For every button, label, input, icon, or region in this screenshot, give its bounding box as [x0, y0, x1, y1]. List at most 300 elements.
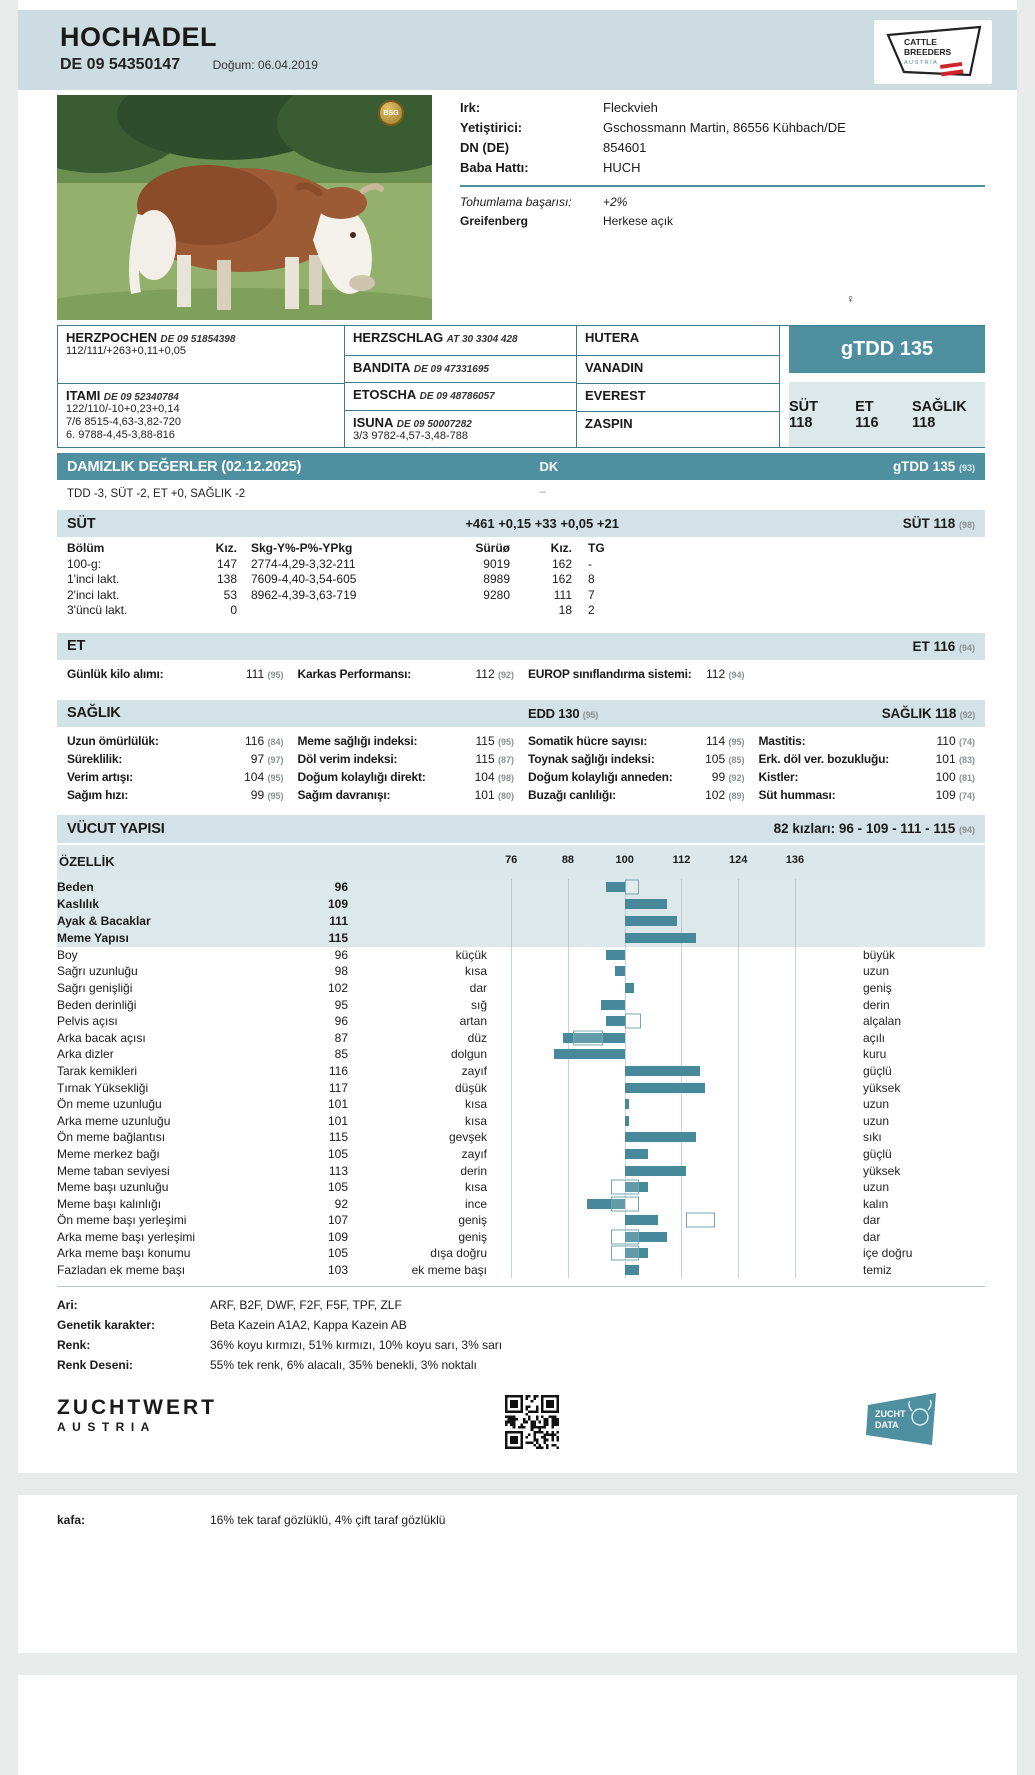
metric-value	[251, 787, 284, 805]
metric-item	[759, 769, 976, 787]
gridline	[568, 1162, 569, 1179]
metric-number: 115	[475, 733, 495, 748]
metric-item	[759, 751, 976, 769]
trait-value: 96	[334, 947, 348, 962]
trait-value: 105	[327, 1246, 348, 1261]
genetics-value: ARF, B2F, DWF, F2F, F5F, TPF, ZLF	[210, 1298, 402, 1313]
metric-label: Kistler:	[758, 769, 799, 784]
gridline	[568, 930, 569, 947]
gridline	[738, 896, 739, 913]
gridline	[511, 913, 512, 930]
metric-label: Somatik hücre sayısı:	[528, 733, 648, 748]
trait-high-descriptor: dar	[863, 1213, 881, 1228]
milk-cell	[415, 603, 510, 619]
gridline	[681, 1179, 682, 1196]
bsg-badge	[378, 100, 404, 126]
metric-number: 101	[935, 751, 956, 766]
trait-value: 85	[334, 1047, 348, 1062]
genetics-label: Renk:	[57, 1338, 91, 1353]
gridline	[568, 1262, 569, 1279]
info-label: Irk:	[460, 100, 481, 115]
trait-bar-cell	[497, 1112, 847, 1129]
trait-bar	[625, 933, 696, 943]
info-label: DN (DE)	[460, 140, 510, 155]
metric-value	[937, 733, 976, 751]
health-metrics	[57, 727, 985, 815]
metric-label: Doğum kolaylığı direkt:	[297, 769, 426, 784]
gridline	[568, 1063, 569, 1080]
metric-reliability: (95)	[497, 736, 514, 747]
trait-label: Arka bacak açısı	[57, 1030, 146, 1045]
metric-reliability: (83)	[958, 754, 975, 765]
milk-cell: 111	[553, 587, 572, 602]
svg-text:AUSTRIA: AUSTRIA	[904, 60, 939, 66]
gridline	[795, 1112, 796, 1129]
info-row	[460, 118, 985, 138]
trait-row	[57, 1262, 985, 1279]
trait-header-row	[57, 845, 985, 879]
metric-label: Verim artışı:	[67, 769, 134, 784]
trait-value: 115	[328, 931, 348, 945]
dam-figures	[66, 403, 336, 442]
trait-bar-cell	[497, 879, 847, 896]
info-divider	[460, 185, 985, 187]
trait-high-descriptor: uzun	[863, 1180, 890, 1195]
beef-metrics	[57, 660, 985, 700]
gridline	[568, 1079, 569, 1096]
trait-bar	[625, 1099, 630, 1109]
trait-label: Arka dizler	[57, 1047, 114, 1062]
svg-text:ZUCHT: ZUCHT	[875, 1409, 906, 1420]
gridline	[681, 1229, 682, 1246]
cattle-breeders-logo-icon	[878, 23, 988, 81]
dam-figures-line: 122/110/-10+0,23+0,14	[66, 403, 180, 415]
gridline	[681, 1195, 682, 1212]
gridline	[681, 996, 682, 1013]
gridline	[738, 930, 739, 947]
metric-value	[706, 733, 745, 751]
metric-reliability: (87)	[497, 754, 514, 765]
trait-label: Beden	[57, 880, 94, 894]
genetics-label: Genetik karakter:	[57, 1318, 156, 1333]
milk-cell: 53	[223, 587, 237, 602]
metric-number: 99	[711, 769, 726, 784]
gridline	[511, 879, 512, 896]
breeding-values-title: DAMIZLIK DEĞERLER (02.12.2025)	[67, 458, 302, 475]
trait-label: Meme merkez bağı	[57, 1146, 160, 1161]
milk-cell: 2'inci lakt.	[67, 587, 120, 602]
gridline	[681, 947, 682, 964]
metric-number: 114	[706, 733, 726, 748]
trait-label: Ayak & Bacaklar	[57, 914, 151, 928]
gridline	[568, 879, 569, 896]
scale-tick-label: 112	[672, 853, 691, 866]
gridline	[795, 947, 796, 964]
metric-value	[706, 666, 745, 684]
gridline	[511, 947, 512, 964]
metric-reliability: (84)	[267, 736, 284, 747]
trait-bar	[625, 1083, 705, 1093]
info-subrow	[460, 212, 985, 231]
metric-reliability: (81)	[958, 772, 975, 783]
health-title: SAĞLIK	[67, 705, 121, 721]
metric-number: 105	[705, 751, 726, 766]
metric-label: Sağım davranışı:	[297, 787, 391, 802]
trait-value: 96	[334, 880, 348, 894]
kafa-card	[18, 1495, 1017, 1653]
milk-cell: 8962-4,39-3,63-719	[251, 587, 357, 602]
trait-hollow-marker	[611, 1196, 639, 1211]
trait-row	[57, 1063, 985, 1080]
genetics-value: 36% koyu kırmızı, 51% kırmızı, 10% koyu sarı, 3% sarı	[210, 1338, 503, 1353]
trait-column-header: ÖZELLİK	[59, 854, 115, 869]
trait-bar-cell	[497, 1195, 847, 1212]
metric-label: Döl verim indeksi:	[297, 751, 398, 766]
trait-scale	[497, 845, 847, 879]
gridline	[511, 1046, 512, 1063]
metric-reliability: (92)	[728, 772, 745, 783]
gridline	[738, 1229, 739, 1246]
trait-value: 117	[328, 1080, 348, 1095]
trait-row	[57, 1229, 985, 1246]
trait-low-descriptor: dışa doğru	[430, 1246, 487, 1261]
info-sublabel: Tohumlama başarısı:	[460, 195, 572, 209]
trait-value: 111	[329, 914, 348, 928]
trait-label: Arka meme uzunluğu	[57, 1113, 171, 1128]
conformation-band	[57, 815, 985, 843]
milk-cell: 0	[230, 603, 237, 617]
trait-low-descriptor: zayıf	[461, 1063, 487, 1078]
metric-item	[67, 751, 284, 769]
trait-low-descriptor: geniş	[458, 1229, 487, 1244]
sire-id: DE 09 51854398	[160, 334, 236, 345]
gridline	[681, 1096, 682, 1113]
milk-cell: 2	[588, 603, 595, 617]
gridline	[738, 1029, 739, 1046]
metric-reliability: (74)	[958, 790, 975, 801]
beef-index: ET 116 (94)	[912, 638, 975, 654]
trait-row	[57, 980, 985, 997]
trait-row	[57, 1162, 985, 1179]
qr-code	[505, 1395, 559, 1452]
gridline	[795, 1195, 796, 1212]
gridline	[625, 963, 626, 980]
ancestor-cell	[577, 384, 779, 412]
trait-high-descriptor: kuru	[863, 1047, 887, 1062]
trait-bar	[625, 1149, 649, 1159]
milk-col-header: Kız.	[215, 541, 237, 555]
metric-value	[936, 769, 975, 787]
trait-high-descriptor: açılı	[863, 1030, 886, 1045]
gridline	[681, 913, 682, 930]
trait-row	[57, 1112, 985, 1129]
trait-row	[57, 1096, 985, 1113]
gridline	[795, 1262, 796, 1279]
gridline	[738, 963, 739, 980]
gridline	[738, 1179, 739, 1196]
gridline	[738, 879, 739, 896]
trait-hollow-marker	[611, 1229, 639, 1244]
ancestor-cell	[577, 356, 779, 384]
gridline	[568, 1245, 569, 1262]
metric-number: 100	[935, 769, 956, 784]
trait-bar-cell	[497, 996, 847, 1013]
gridline	[681, 879, 682, 896]
ancestor-name: HUTERA	[585, 330, 640, 345]
trait-low-descriptor: ek meme başı	[411, 1263, 487, 1278]
info-value: Gschossmann Martin, 86556 Kühbach/DE	[603, 120, 846, 135]
kafa-value: 16% tek taraf gözlüklü, 4% çift taraf gözlüklü	[210, 1513, 446, 1528]
milk-cell: -	[588, 556, 592, 571]
milk-col-header: Sürüø	[475, 541, 510, 555]
genetics-label: Renk Deseni:	[57, 1358, 134, 1373]
trait-value: 102	[327, 980, 348, 995]
gridline	[795, 1096, 796, 1113]
conformation-title: VÜCUT YAPISI	[67, 820, 165, 837]
metric-item	[528, 787, 745, 805]
gridline	[795, 996, 796, 1013]
gridline	[568, 996, 569, 1013]
trait-value: 105	[327, 1146, 348, 1161]
trait-row	[57, 947, 985, 964]
milk-cell: 162	[551, 556, 572, 571]
gridline	[738, 1013, 739, 1030]
milk-table-row	[67, 572, 975, 588]
dam-name: ITAMI	[66, 388, 101, 403]
metric-reliability: (95)	[267, 772, 284, 783]
trait-low-descriptor: geniş	[458, 1213, 487, 1228]
milk-col-header: Skg-Y%-P%-YPkg	[251, 541, 353, 555]
metric-number: 104	[474, 769, 495, 784]
metric-number: 112	[475, 666, 495, 681]
gridline	[681, 963, 682, 980]
trait-row	[57, 1245, 985, 1262]
metric-label: Buzağı canlılığı:	[528, 787, 616, 802]
svg-text:BREEDERS: BREEDERS	[904, 47, 952, 57]
gridline	[681, 1262, 682, 1279]
milk-table-row	[67, 588, 975, 604]
trait-row	[57, 913, 985, 930]
ancestor-name: ISUNA	[353, 414, 394, 430]
header-band	[18, 10, 1017, 90]
zuchtdata-logo-icon	[864, 1391, 940, 1449]
index-summary-item: SÜT 118	[789, 398, 818, 431]
trait-value: 107	[327, 1213, 348, 1228]
sire-figures: 112/111/+263+0,11+0,05	[66, 345, 186, 357]
gridline	[738, 1063, 739, 1080]
metric-number: 112	[706, 666, 726, 681]
metric-label: Süt humması:	[758, 787, 836, 802]
metric-value	[476, 666, 515, 684]
trait-bar-cell	[497, 963, 847, 980]
trait-hollow-marker	[573, 1030, 604, 1045]
metric-item	[528, 733, 745, 751]
metric-value	[936, 751, 975, 769]
ancestor-name: EVEREST	[585, 388, 646, 403]
trait-value: 116	[328, 1063, 348, 1078]
trait-bar-cell	[497, 1229, 847, 1246]
milk-index: SÜT 118 (98)	[902, 516, 975, 531]
milk-cell: 2774-4,29-3,32-211	[251, 556, 356, 571]
health-index: SAĞLIK 118 (92)	[881, 705, 975, 721]
logo-row	[57, 1397, 985, 1459]
dam-id: DE 09 52340784	[103, 392, 179, 403]
gridline	[738, 1162, 739, 1179]
trait-high-descriptor: yüksek	[863, 1163, 901, 1178]
gridline	[511, 1029, 512, 1046]
metric-label: Mastitis:	[758, 733, 806, 748]
ancestor-name: ETOSCHA	[353, 387, 417, 403]
trait-row	[57, 1195, 985, 1212]
trait-label: Ön meme bağlantısı	[57, 1130, 166, 1145]
metric-item	[298, 787, 515, 805]
gridline	[795, 1162, 796, 1179]
milk-cell: 9019	[483, 556, 510, 571]
trait-bar	[625, 1066, 701, 1076]
milk-cell	[237, 603, 415, 619]
breeding-values-gtdd: gTDD 135 (93)	[892, 459, 975, 474]
gridline	[511, 1129, 512, 1146]
trait-value: 87	[334, 1030, 348, 1045]
index-summary-item: SAĞLIK 118	[911, 398, 967, 431]
ancestor-name: VANADIN	[585, 360, 644, 375]
trait-row	[57, 1179, 985, 1196]
gridline	[795, 1229, 796, 1246]
ancestor-id: DE 09 47331695	[413, 363, 489, 375]
trait-high-descriptor: uzun	[863, 1113, 890, 1128]
milk-band	[57, 510, 985, 537]
genetics-label: Ari:	[57, 1298, 78, 1313]
trait-bar-cell	[497, 1262, 847, 1279]
gridline	[795, 1013, 796, 1030]
milk-col-header: Bölüm	[67, 541, 105, 555]
trait-low-descriptor: sığ	[470, 997, 487, 1012]
metric-number: 97	[250, 751, 265, 766]
milk-cell: 3'üncü lakt.	[67, 603, 128, 617]
gridline	[738, 1195, 739, 1212]
genetics-row	[57, 1335, 985, 1355]
ancestor-id: DE 09 48786057	[419, 391, 495, 403]
info-subvalue: +2%	[603, 195, 628, 209]
gridline	[511, 1063, 512, 1080]
trait-value: 95	[334, 997, 348, 1012]
gridline	[568, 1195, 569, 1212]
gridline	[738, 1046, 739, 1063]
metric-item	[67, 787, 284, 805]
trait-bar	[554, 1049, 625, 1059]
breeding-values-band	[57, 453, 985, 480]
gridline	[795, 980, 796, 997]
trait-label: Tarak kemikleri	[57, 1063, 138, 1078]
kafa-label: kafa:	[57, 1513, 86, 1528]
metric-value	[476, 733, 515, 751]
gridline	[795, 1146, 796, 1163]
trait-bar	[601, 1000, 625, 1010]
health-band	[57, 700, 985, 727]
milk-col-header: TG	[588, 541, 605, 555]
milk-cell: 100-g:	[67, 556, 102, 571]
metric-item	[759, 733, 976, 751]
milk-cell: 1'inci lakt.	[67, 572, 120, 586]
trait-label: Fazladan ek meme başı	[57, 1263, 186, 1278]
metric-label: Karkas Performansı:	[297, 666, 412, 681]
ancestor-name: ZASPIN	[585, 416, 633, 431]
metric-item	[759, 787, 976, 805]
edd-index: EDD 130 (95)	[528, 705, 598, 721]
gridline	[738, 947, 739, 964]
trait-high-descriptor: içe doğru	[863, 1246, 913, 1261]
ancestor-cell	[345, 356, 576, 384]
scale-tick-label: 100	[615, 853, 634, 866]
trait-row	[57, 1013, 985, 1030]
trait-high-descriptor: uzun	[863, 964, 890, 979]
gridline	[511, 1229, 512, 1246]
sire-cell	[58, 326, 344, 384]
trait-low-descriptor: kısa	[464, 1113, 487, 1128]
dam-figures-line: 7/6 8515-4,63-3,82-720	[66, 416, 181, 428]
trait-bar-cell	[497, 1146, 847, 1163]
trait-bar-cell	[497, 1212, 847, 1229]
info-row	[460, 98, 985, 118]
gridline	[511, 1162, 512, 1179]
metric-label: Günlük kilo alımı:	[67, 666, 164, 681]
bsg-badge-label: BSG	[383, 109, 399, 117]
genetics-value: Beta Kazein A1A2, Kappa Kazein AB	[210, 1318, 407, 1333]
metric-reliability: (80)	[497, 790, 514, 801]
birth-date: Doğum: 06.04.2019	[212, 58, 318, 72]
info-sublabel: Greifenberg	[460, 214, 529, 228]
trait-chart	[57, 879, 985, 1279]
gridline	[738, 996, 739, 1013]
gtdd-main-value: gTDD 135	[840, 338, 934, 360]
info-label: Baba Hattı:	[460, 160, 529, 175]
ancestor-name: HERZSCHLAG	[353, 330, 444, 345]
metric-number: 116	[245, 733, 265, 748]
trait-bar-cell	[497, 980, 847, 997]
ancestor-cell	[345, 326, 576, 356]
gridline	[681, 1146, 682, 1163]
scale-tick-label: 124	[729, 853, 748, 866]
trait-high-descriptor: büyük	[863, 947, 896, 962]
trait-row	[57, 930, 985, 947]
milk-cell: 138	[216, 572, 237, 586]
gridline	[511, 1179, 512, 1196]
trait-bar-cell	[497, 1245, 847, 1262]
gridline	[738, 1096, 739, 1113]
metric-number: 104	[244, 769, 265, 784]
trait-bar	[625, 1265, 639, 1275]
metric-reliability: (74)	[958, 736, 975, 747]
trait-low-descriptor: dolgun	[450, 1047, 487, 1062]
trait-bar-cell	[497, 947, 847, 964]
trait-row	[57, 1212, 985, 1229]
metric-item	[67, 769, 284, 787]
ancestor-cell	[345, 411, 576, 447]
metric-value	[712, 769, 745, 787]
zuchtdata-logo	[864, 1391, 940, 1452]
index-summary-box	[789, 382, 985, 447]
dam-figures-line: 6. 9788-4,45-3,88-816	[66, 429, 175, 441]
zuchtwert-wordmark: ZUCHTWERT	[57, 1396, 217, 1420]
metric-item	[298, 751, 515, 769]
ancestor-id: AT 30 3304 428	[446, 334, 518, 345]
gridline	[795, 1212, 796, 1229]
trait-row	[57, 1129, 985, 1146]
gridline	[511, 1146, 512, 1163]
trait-bar-cell	[497, 930, 847, 947]
metric-reliability: (95)	[267, 790, 284, 801]
gridline	[625, 947, 626, 964]
